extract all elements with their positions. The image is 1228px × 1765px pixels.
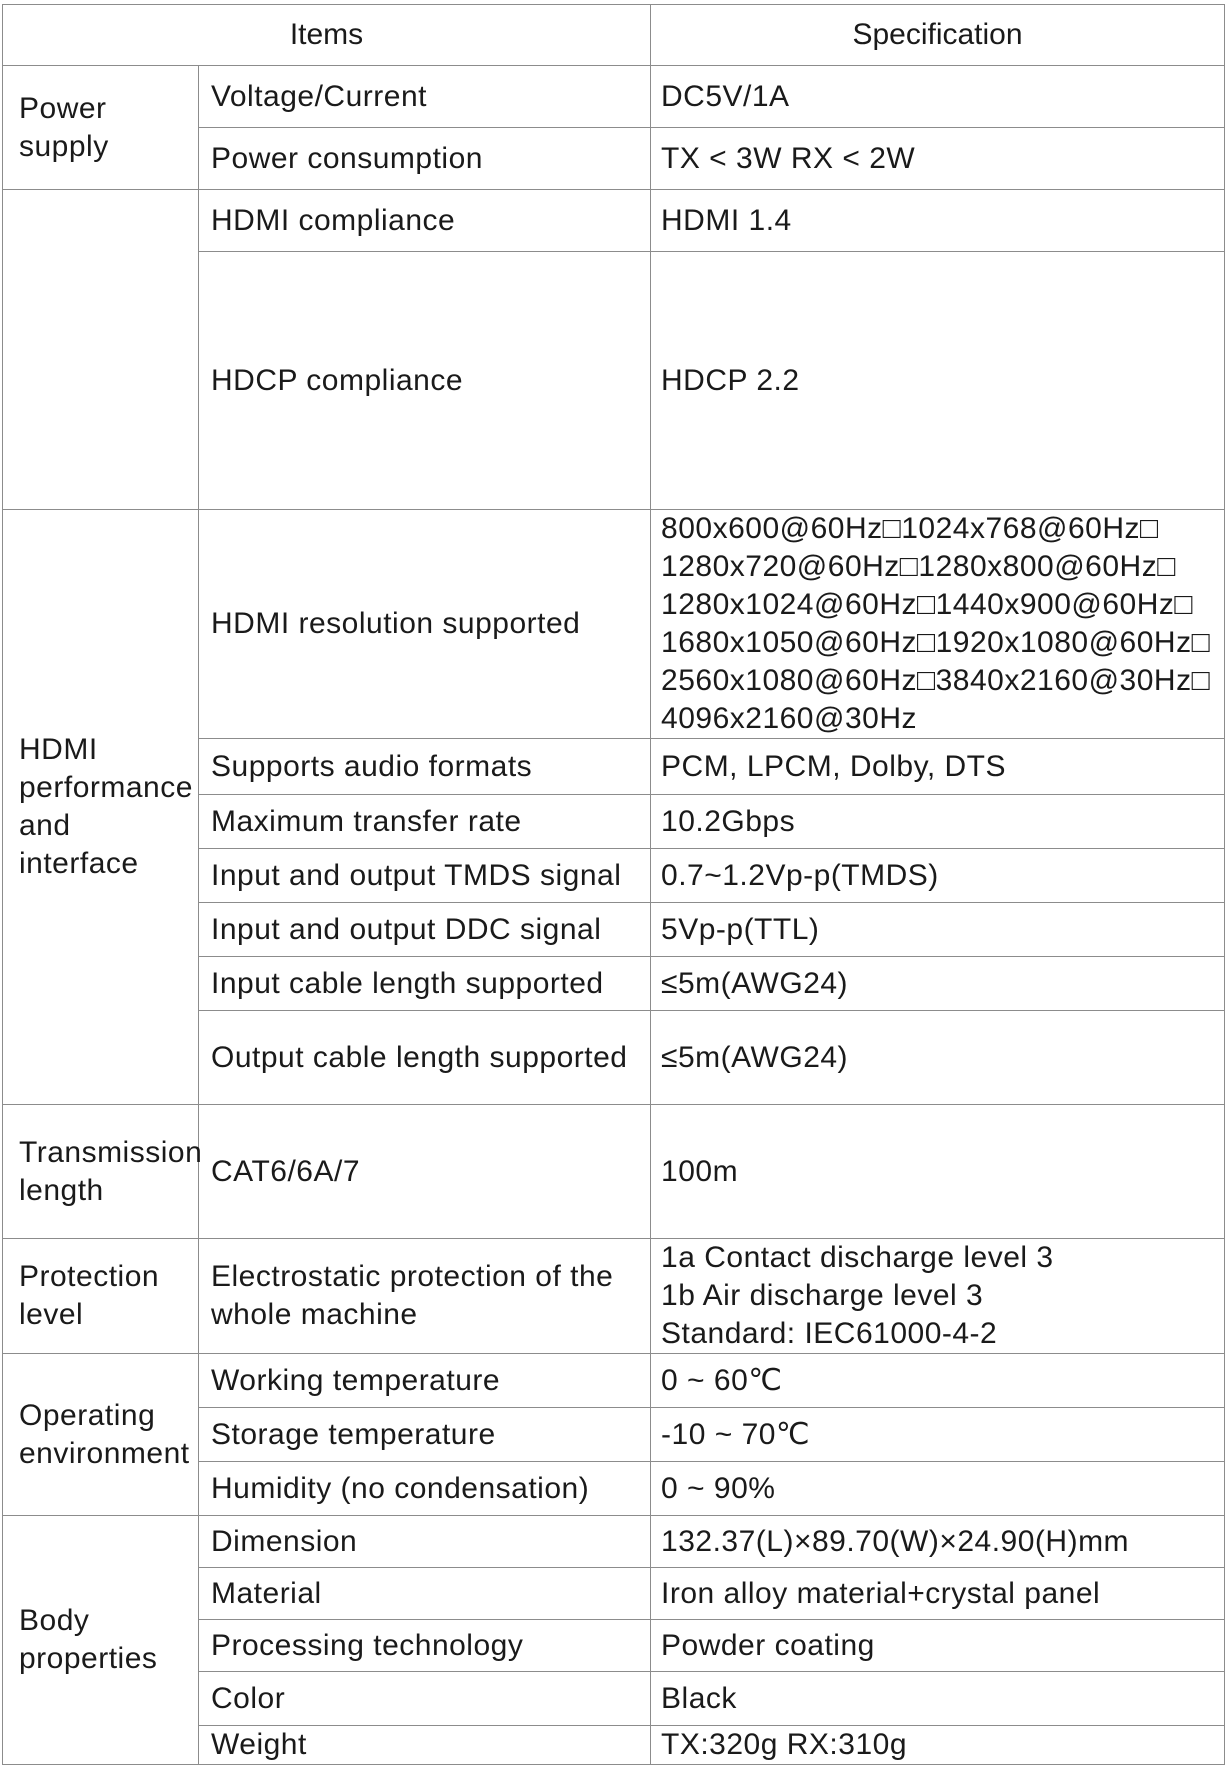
value-cell (651, 1462, 1225, 1516)
spec-body (3, 66, 1225, 1765)
table-row (3, 1354, 1225, 1408)
value-line: PCM, LPCM, Dolby, DTS (661, 749, 1007, 783)
table-row (3, 1516, 1225, 1568)
table-row (3, 66, 1225, 128)
value-line: 5Vp-p(TTL) (661, 912, 820, 946)
table-row (3, 510, 1225, 739)
value-line: 132.37(L)×89.70(W)×24.90(H)mm (661, 1524, 1130, 1558)
value-line: -10 ~ 70℃ (661, 1417, 811, 1451)
category-cell: Transmission length (3, 1105, 199, 1239)
item-cell: Humidity (no condensation) (199, 1462, 651, 1516)
item-cell: Electrostatic protection of the whole machine (199, 1239, 651, 1354)
value-cell (651, 1354, 1225, 1408)
item-cell: Working temperature (199, 1354, 651, 1408)
value-line: Black (661, 1681, 737, 1715)
value-cell (651, 739, 1225, 795)
value-line: 0 ~ 90% (661, 1471, 776, 1505)
category-cell: Operating environment (3, 1354, 199, 1516)
item-cell: HDMI compliance (199, 190, 651, 252)
table-row (3, 1239, 1225, 1354)
item-cell: Supports audio formats (199, 739, 651, 795)
value-line: 1280x720@60Hz□1280x800@60Hz□ (661, 550, 1176, 583)
category-cell: Body properties (3, 1516, 199, 1765)
value-line: TX:320g RX:310g (661, 1728, 908, 1761)
item-cell: HDCP compliance (199, 252, 651, 510)
value-line: HDCP 2.2 (661, 363, 800, 397)
value-line: ≤5m(AWG24) (661, 966, 849, 1000)
value-cell (651, 1620, 1225, 1672)
value-cell (651, 1726, 1225, 1765)
value-cell (651, 190, 1225, 252)
category-cell: Power supply (3, 66, 199, 190)
value-cell (651, 1239, 1225, 1354)
value-cell (651, 510, 1225, 739)
value-line: ≤5m(AWG24) (661, 1040, 849, 1074)
value-cell (651, 1011, 1225, 1105)
value-line: 0 ~ 60℃ (661, 1363, 783, 1397)
item-cell: Input and output TMDS signal (199, 849, 651, 903)
value-cell (651, 957, 1225, 1011)
header-items: Items (3, 5, 651, 66)
item-cell: Dimension (199, 1516, 651, 1568)
item-cell: Weight (199, 1726, 651, 1765)
item-cell: Voltage/Current (199, 66, 651, 128)
value-cell (651, 849, 1225, 903)
value-cell (651, 1105, 1225, 1239)
value-line: 1680x1050@60Hz□1920x1080@60Hz□ (661, 626, 1211, 659)
value-line: Powder coating (661, 1628, 875, 1662)
table-row (3, 190, 1225, 252)
spec-table (2, 4, 1225, 1765)
value-cell (651, 66, 1225, 128)
item-cell: Material (199, 1568, 651, 1620)
value-line: 800x600@60Hz□1024x768@60Hz□ (661, 512, 1159, 545)
category-cell (3, 190, 199, 510)
category-cell: HDMI performance and interface (3, 510, 199, 1105)
value-cell (651, 252, 1225, 510)
item-cell: Color (199, 1672, 651, 1726)
value-line: Standard: IEC61000-4-2 (661, 1317, 998, 1350)
value-cell (651, 128, 1225, 190)
value-line: DC5V/1A (661, 79, 790, 113)
value-line: 4096x2160@30Hz (661, 702, 917, 735)
value-line: 0.7~1.2Vp-p(TMDS) (661, 858, 939, 892)
value-cell (651, 795, 1225, 849)
value-cell (651, 1516, 1225, 1568)
value-line: 1a Contact discharge level 3 (661, 1241, 1054, 1274)
header-row (3, 5, 1225, 66)
value-line: TX < 3W RX < 2W (661, 141, 916, 175)
value-line: 100m (661, 1154, 739, 1188)
value-cell (651, 1408, 1225, 1462)
value-cell (651, 1672, 1225, 1726)
item-cell: Maximum transfer rate (199, 795, 651, 849)
value-line: HDMI 1.4 (661, 203, 792, 237)
item-cell: HDMI resolution supported (199, 510, 651, 739)
item-cell: Input cable length supported (199, 957, 651, 1011)
category-cell: Protection level (3, 1239, 199, 1354)
value-cell (651, 903, 1225, 957)
item-cell: Processing technology (199, 1620, 651, 1672)
item-cell: Storage temperature (199, 1408, 651, 1462)
value-line: 1b Air discharge level 3 (661, 1279, 984, 1312)
item-cell: Input and output DDC signal (199, 903, 651, 957)
value-line: 2560x1080@60Hz□3840x2160@30Hz□ (661, 664, 1211, 697)
header-specification: Specification (651, 5, 1225, 66)
value-line: 1280x1024@60Hz□1440x900@60Hz□ (661, 588, 1194, 621)
value-line: 10.2Gbps (661, 804, 796, 838)
value-line: Iron alloy material+crystal panel (661, 1576, 1101, 1610)
table-row (3, 1105, 1225, 1239)
item-cell: Output cable length supported (199, 1011, 651, 1105)
item-cell: CAT6/6A/7 (199, 1105, 651, 1239)
value-cell (651, 1568, 1225, 1620)
item-cell: Power consumption (199, 128, 651, 190)
